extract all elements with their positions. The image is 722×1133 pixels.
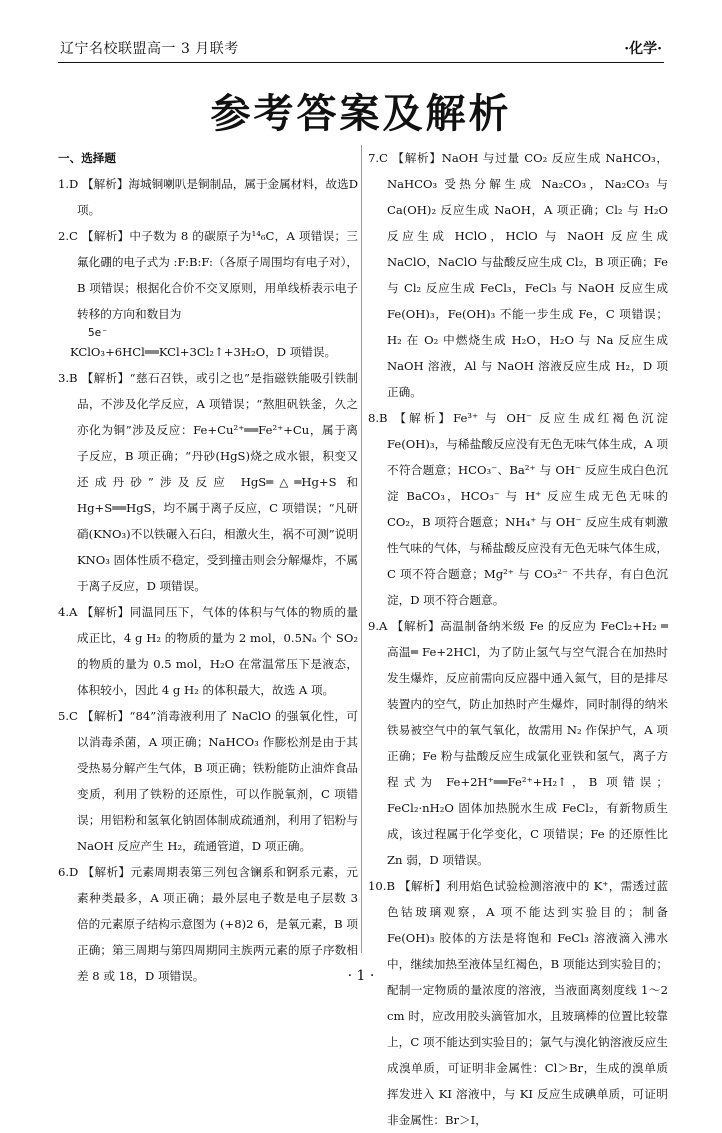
electron-transfer-label: 5e⁻ [88,326,108,339]
answer-item-7: 7.C 【解析】NaOH 与过量 CO₂ 反应生成 NaHCO₃，NaHCO₃ 受热分解生成 Na₂CO₃，Na₂CO₃ 与 Ca(OH)₂ 反应生成 NaOH，A 项正确；Cl₂ 与 H₂O 反应生成 HClO，HClO 与 NaOH 反应生成 NaClO，NaClO 与盐酸反应生成 Cl₂，B 项正确；Fe 与 Cl₂ 反应生成 FeCl₃，FeCl₃ 与 NaOH 反应生成 Fe(OH)₃，Fe(OH)₃ 不能一步生成 Fe，C 项错误；H₂ 在 O₂ 中燃烧生成 H₂O，H₂O 与 Na 反应生成 NaOH 溶液，Al 与 NaOH 溶液反应生成 H₂，D 项正确。 [368,151,668,399]
page-number: · 1 · [347,968,375,984]
left-column [58,145,358,989]
right-column [368,145,668,1133]
column-divider [361,145,362,953]
header-rule [58,62,664,63]
page-title: 参考答案及解析 [210,91,512,137]
answer-item-5: 5.C 【解析】“84”消毒液利用了 NaClO 的强氧化性，可以消毒杀菌，A 项正确；NaHCO₃ 作膨松剂是由于其受热易分解产生气体，B 项正确；铁粉能防止油炸食品变质，利用了铁粉的还原性，可以作脱氧剂，C 项错误；用铝粉和氢氧化钠固体制成疏通剂，利用了铝粉与 NaOH 反应产生 H₂，疏通管道，D 项正确。 [58,709,358,853]
answer-item-10: 10.B 【解析】利用焰色试验检测溶液中的 K⁺，需透过蓝色钴玻璃观察，A 项不能达到实验目的；制备 Fe(OH)₃ 胶体的方法是将饱和 FeCl₃ 溶液滴入沸水中，继续加热至液体呈红褐色，B 项能达到实验目的；配制一定物质的量浓度的溶液，当液面离刻度线 1～2 cm 时，应改用胶头滴管加水，且玻璃棒的位置比较靠上，C 项不能达到实验目的；氯气与溴化钠溶液反应生成溴单质，可证明非金属性：Cl＞Br，生成的溴单质挥发进入 KI 溶液中，与 KI 反应生成碘单质，可证明非金属性：Br＞I， [368,879,668,1127]
header-exam-name: 辽宁名校联盟高一 3 月联考 [60,41,239,57]
answer-item-1: 1.D 【解析】海城铜喇叭是铜制品，属于金属材料，故选D项。 [58,177,358,217]
answer-item-3: 3.B 【解析】“慈石召铁，或引之也”是指磁铁能吸引铁制品，不涉及化学反应，A 项错误；“熬胆矾铁釜，久之亦化为铜”涉及反应：Fe+Cu²⁺══Fe²⁺+Cu，属于离子反应，B 项正确；“丹砂(HgS)烧之成水银，积变又还成丹砂”涉及反应 HgS═△═Hg+S 和 Hg+S══HgS，均不属于离子反应，C 项错误；“凡研硝(KNO₃)不以铁碾入石臼，相激火生，祸不可测”说明 KNO₃ 固体性质不稳定，受到撞击则会分解爆炸，不属于离子反应，D 项错误。 [58,371,358,593]
answer-item-4: 4.A 【解析】同温同压下，气体的体积与气体的物质的量成正比，4 g H₂ 的物质的量为 2 mol，0.5Nₐ 个 SO₂ 的物质的量为 0.5 mol，H₂O 在常温常压下是液态，体积较小，因此 4 g H₂ 的体积最大，故选 A 项。 [58,605,358,697]
answer-item-2-equation: KClO₃+6HCl══KCl+3Cl₂↑+3H₂O，D 项错误。 [70,345,337,359]
answer-item-2: 2.C 【解析】中子数为 8 的碳原子为¹⁴₆C，A 项错误；三氟化硼的电子式为 :F:B:F:（各原子周围均有电子对），B 项错误；根据化合价不交叉原则，用单线桥表示电子转移的方向和数目为 [58,229,358,321]
answer-item-8: 8.B 【解析】Fe³⁺ 与 OH⁻ 反应生成红褐色沉淀 Fe(OH)₃，与稀盐酸反应没有无色无味气体生成，A 项不符合题意；HCO₃⁻、Ba²⁺ 与 OH⁻ 反应生成白色沉淀 BaCO₃，HCO₃⁻ 与 H⁺ 反应生成无色无味的 CO₂，B 项符合题意；NH₄⁺ 与 OH⁻ 反应生成有刺激性气味的气体，与稀盐酸反应没有无色无味气体生成，C 项不符合题意；Mg²⁺ 与 CO₃²⁻ 不共存，有白色沉淀，D 项不符合题意。 [368,411,668,607]
answer-item-9: 9.A 【解析】高温制备纳米级 Fe 的反应为 FeCl₂+H₂ ═高温═ Fe+2HCl，为了防止氢气与空气混合在加热时发生爆炸，反应前需向反应器中通入氮气，目的是排尽装置内的空气，防止加热时产生爆炸，同时制得的纳米铁易被空气中的氧气氧化，故需用 N₂ 作保护气，A 项正确；Fe 粉与盐酸反应生成氯化亚铁和氢气，离子方程式为 Fe+2H⁺══Fe²⁺+H₂↑，B 项错误；FeCl₂·nH₂O 固体加热脱水生成 FeCl₂，有新物质生成，该过程属于化学变化，C 项错误；Fe 的还原性比 Zn 弱，D 项错误。 [368,619,668,867]
section-heading: 一、选择题 [58,151,116,165]
header-subject: ·化学· [624,41,662,57]
answer-item-6: 6.D 【解析】元素周期表第三列包含镧系和锕系元素，元素种类最多，A 项正确；最外层电子数是电子层数 3 倍的元素原子结构示意图为 (+8)2 6，是氧元素，B 项正确；第三周期与第四周期同主族两元素的原子序数相差 8 或 18，D 项错误。 [58,865,358,983]
